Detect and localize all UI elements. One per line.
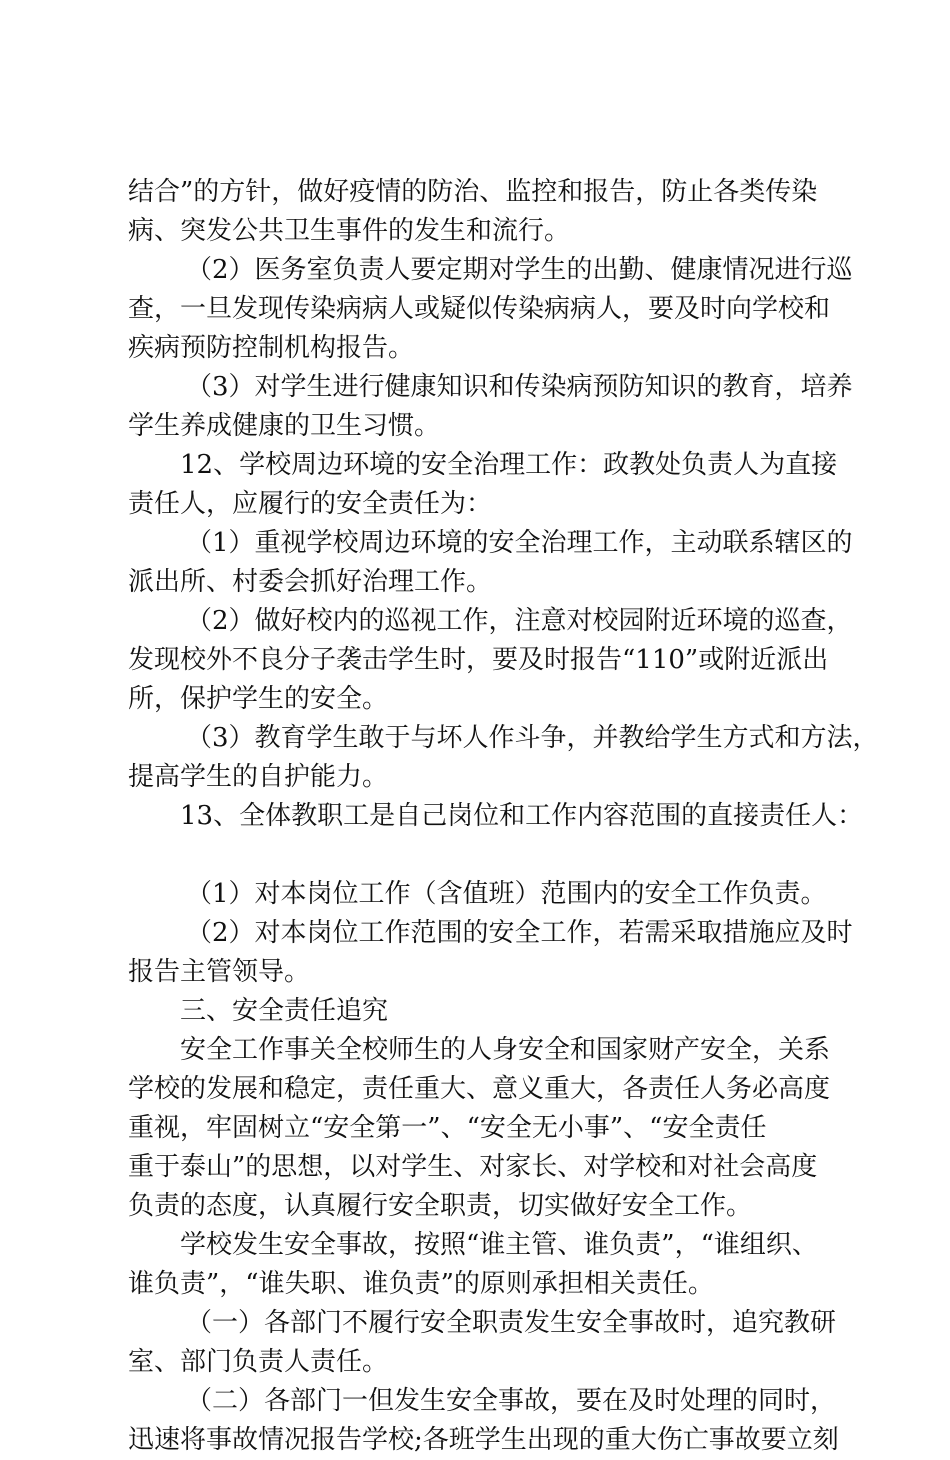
text-line: 发现校外不良分子袭击学生时，要及时报告“110”或附近派出 xyxy=(128,645,829,675)
text-line: 查，一旦发现传染病病人或疑似传染病病人，要及时向学校和 xyxy=(128,294,831,324)
text-line: （2）做好校内的巡视工作，注意对校园附近环境的巡查， xyxy=(186,606,853,636)
text-line: 重于泰山”的思想，以对学生、对家长、对学校和对社会高度 xyxy=(128,1152,818,1182)
text-line: 学生养成健康的卫生习惯。 xyxy=(128,411,441,441)
text-line: （2）对本岗位工作范围的安全工作，若需采取措施应及时 xyxy=(186,918,853,948)
text-line: 责任人，应履行的安全责任为： xyxy=(128,489,493,519)
blank-line xyxy=(128,836,832,875)
text-line: 病、突发公共卫生事件的发生和流行。 xyxy=(128,216,571,246)
text-line: （一）各部门不履行安全职责发生安全事故时，追究教研 xyxy=(186,1308,837,1338)
text-line: 12、学校周边环境的安全治理工作：政教处负责人为直接 xyxy=(180,450,838,480)
text-line: 学校发生安全事故，按照“谁主管、谁负责”，“谁组织、 xyxy=(180,1230,818,1260)
text-line: 结合”的方针，做好疫情的防治、监控和报告，防止各类传染 xyxy=(128,177,818,207)
text-line: 重视，牢固树立“安全第一”、“安全无小事”、“安全责任 xyxy=(128,1113,767,1143)
document-body xyxy=(128,173,879,1460)
text-line: 谁负责”，“谁失职、谁负责”的原则承担相关责任。 xyxy=(128,1269,714,1299)
text-line: （1）对本岗位工作（含值班）范围内的安全工作负责。 xyxy=(186,879,827,909)
text-line: （3）对学生进行健康知识和传染病预防知识的教育，培养 xyxy=(186,372,853,402)
text-line: 负责的态度，认真履行安全职责，切实做好安全工作。 xyxy=(128,1191,753,1221)
text-line: 所，保护学生的安全。 xyxy=(128,684,389,714)
text-line: 13、全体教职工是自己岗位和工作内容范围的直接责任人： xyxy=(180,801,864,831)
text-line: 迅速将事故情况报告学校;各班学生出现的重大伤亡事故要立刻 xyxy=(128,1425,839,1455)
text-line: 提高学生的自护能力。 xyxy=(128,762,389,792)
text-line: （1）重视学校周边环境的安全治理工作，主动联系辖区的 xyxy=(186,528,853,558)
text-line: 报告主管领导。 xyxy=(128,957,311,987)
text-line: 疾病预防控制机构报告。 xyxy=(128,333,415,363)
text-line: 派出所、村委会抓好治理工作。 xyxy=(128,567,493,597)
text-line: （3）教育学生敢于与坏人作斗争，并教给学生方式和方法， xyxy=(186,723,879,753)
text-line: 安全工作事关全校师生的人身安全和国家财产安全，关系 xyxy=(180,1035,831,1065)
text-line: （2）医务室负责人要定期对学生的出勤、健康情况进行巡 xyxy=(186,255,853,285)
text-line: 学校的发展和稳定，责任重大、意义重大，各责任人务必高度 xyxy=(128,1074,831,1104)
section-heading: 三、安全责任追究 xyxy=(180,996,389,1026)
text-line: 室、部门负责人责任。 xyxy=(128,1347,389,1377)
text-line: （二）各部门一但发生安全事故，要在及时处理的同时， xyxy=(186,1386,837,1416)
